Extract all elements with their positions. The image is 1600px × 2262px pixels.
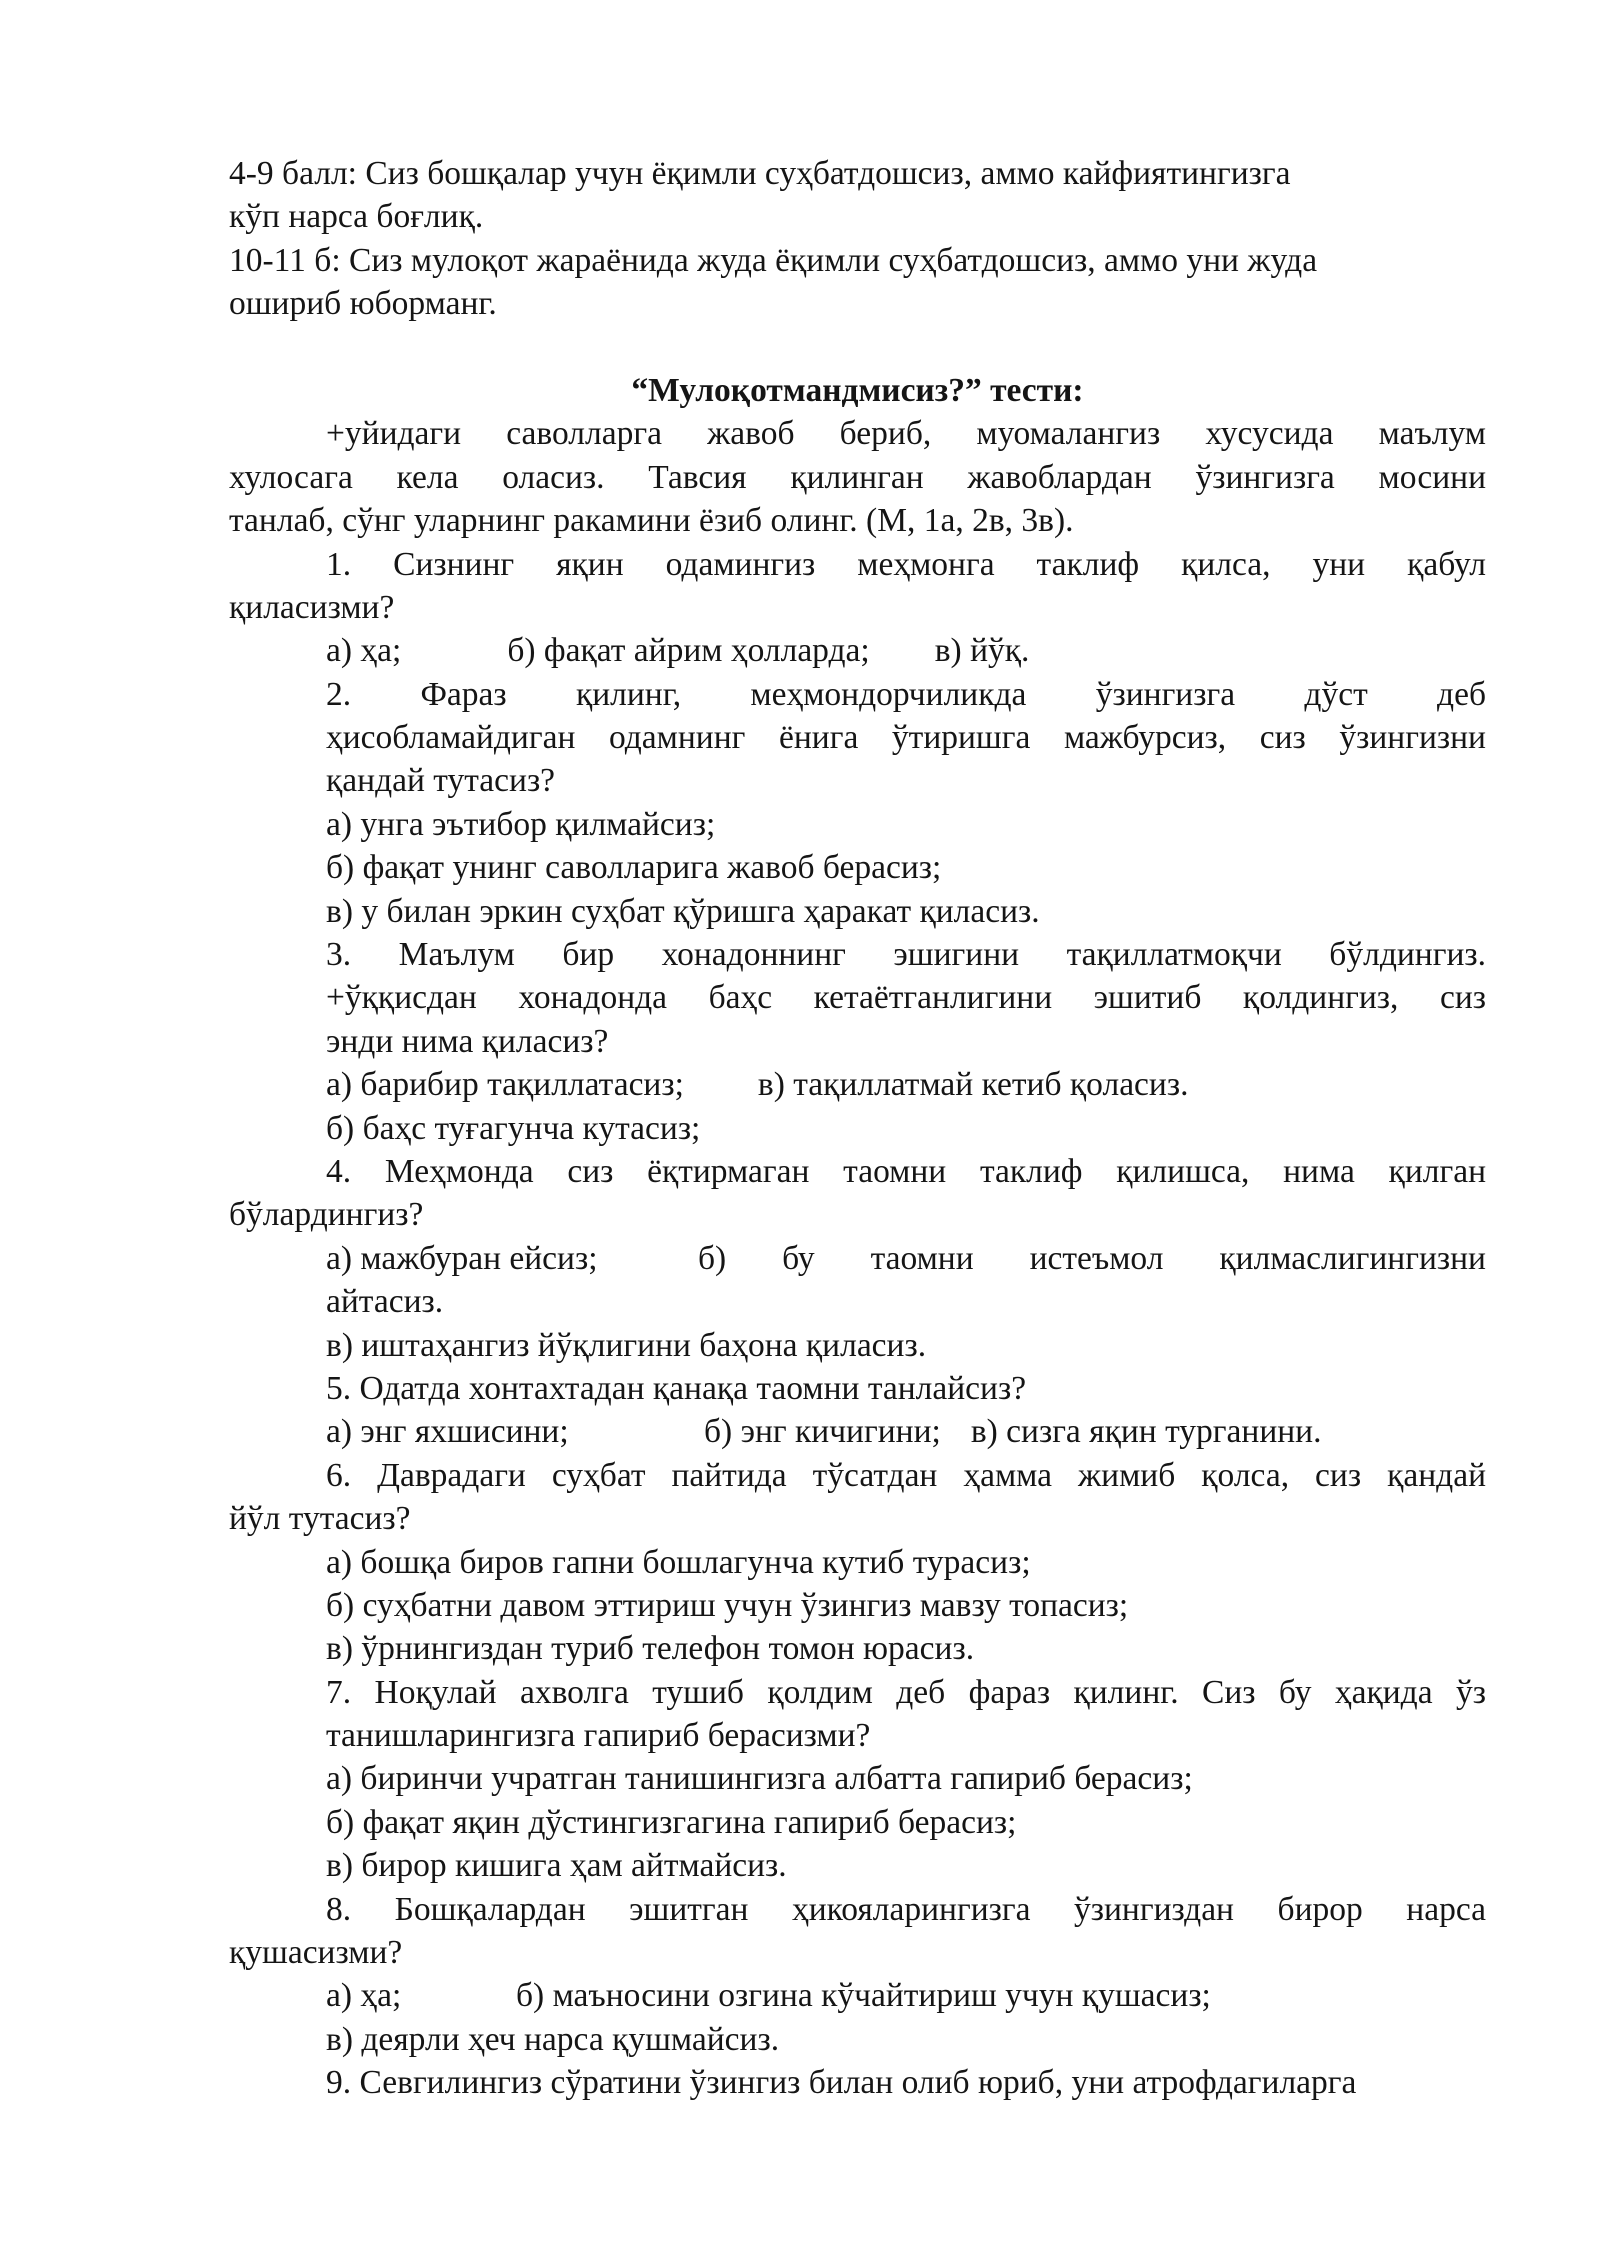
- answer-option: в) у билан эркин суҳбат қўришга ҳаракат қиласиз.: [326, 892, 1040, 930]
- answer-option: б) маъносини озгина кўчайтириш учун қушасиз;: [516, 1977, 1211, 2015]
- answer-option: а) унга эътибор қилмайсиз;: [326, 805, 716, 843]
- question-4: 4. Меҳмонда сиз ёқтирмаган таомни таклиф қилишса, нима қилган: [326, 1152, 1486, 1190]
- document-page: [229, 152, 1486, 2105]
- question-4-answers: [229, 1237, 1486, 1280]
- question-8-cont: қушасизми?: [229, 1934, 403, 1972]
- question-2: 2. Фараз қилинг, меҳмондорчиликда ўзингизга дўст деб: [326, 675, 1486, 713]
- question-2-cont: қандай тутасиз?: [326, 762, 556, 800]
- answer-option: б) фақат яқин дўстингизгагина гапириб берасиз;: [326, 1803, 1017, 1841]
- question-3: 3. Маълум бир хонадоннинг эшигини тақиллатмоқчи бўлдингиз.: [326, 936, 1486, 974]
- answer-option: в) сизга яқин турганини.: [970, 1413, 1322, 1451]
- question-9: 9. Севгилингиз сўратини ўзингиз билан олиб юриб, уни атрофдагиларга: [326, 2064, 1357, 2102]
- test-title: “Мулоқотмандмисиз?” тести:: [631, 371, 1084, 409]
- intro-line: +уйидаги саволларга жавоб бериб, муомалангиз хусусида маълум: [326, 415, 1486, 453]
- question-3-cont: +ўққисдан хонадонда баҳс кетаётганлигини эшитиб қолдингиз, сиз: [326, 979, 1486, 1017]
- answer-option: а) мажбуран ейсиз;: [326, 1239, 598, 1277]
- answer-option: а) биринчи учратган танишингизга албатта гапириб берасиз;: [326, 1760, 1193, 1798]
- answer-option-cont: айтасиз.: [326, 1283, 444, 1321]
- question-1: 1. Сизнинг яқин одамингиз меҳмонга таклиф қилса, уни қабул: [326, 545, 1486, 583]
- scoring-line: ошириб юборманг.: [229, 285, 497, 323]
- question-8: 8. Бошқалардан эшитган ҳикояларингизга ўзингиздан бирор нарса: [326, 1890, 1486, 1928]
- answer-option: в) ўрнингиздан туриб телефон томон юрасиз.: [326, 1630, 975, 1668]
- scoring-line: 10-11 б: Сиз мулоқот жараёнида жуда ёқимли суҳбатдошсиз, аммо уни жуда: [229, 241, 1318, 279]
- question-5: 5. Одатда хонтахтадан қанақа таомни танлайсиз?: [326, 1369, 1027, 1407]
- question-1-answers: [229, 629, 1486, 672]
- answer-option: в) йўқ.: [934, 632, 1030, 670]
- blank-line: [229, 326, 1486, 369]
- answer-option: б) энг кичигини;: [704, 1413, 941, 1451]
- answer-option: б) фақат айрим ҳолларда;: [507, 632, 870, 670]
- question-6: 6. Даврадаги суҳбат пайтида тўсатдан ҳамма жимиб қолса, сиз қандай: [326, 1456, 1486, 1494]
- answer-option: в) бирор кишига ҳам айтмайсиз.: [326, 1847, 787, 1885]
- question-2-cont: ҳисобламайдиган одамнинг ёнига ўтиришга мажбурсиз, сиз ўзингизни: [326, 719, 1486, 757]
- answer-option: а) энг яхшисини;: [326, 1413, 569, 1451]
- answer-option: а) бошқа биров гапни бошлагунча кутиб турасиз;: [326, 1543, 1031, 1581]
- question-8-answers: [229, 1974, 1486, 2017]
- intro-line: танлаб, сўнг уларнинг ракамини ёзиб олинг. (М, 1а, 2в, 3в).: [229, 502, 1074, 540]
- intro-line: хулосага кела оласиз. Тавсия қилинган жавоблардан ўзингизга мосини: [229, 458, 1486, 496]
- answer-option: б) бу таомни истеъмол қилмаслигингизни: [698, 1239, 1486, 1277]
- answer-option: а) ҳа;: [326, 1977, 402, 2015]
- answer-option: а) ҳа;: [326, 632, 402, 670]
- question-7-cont: танишларингизга гапириб берасизми?: [326, 1717, 871, 1755]
- question-7: 7. Ноқулай ахволга тушиб қолдим деб фараз қилинг. Сиз бу ҳақида ўз: [326, 1673, 1486, 1711]
- scoring-line: 4-9 балл: Сиз бошқалар учун ёқимли суҳбатдошсиз, аммо кайфиятингизга: [229, 155, 1291, 192]
- question-4-cont: бўлардингиз?: [229, 1196, 424, 1234]
- question-3-cont: энди нима қиласиз?: [326, 1022, 609, 1060]
- question-1-cont: қиласизми?: [229, 588, 395, 626]
- answer-option: б) суҳбатни давом эттириш учун ўзингиз мавзу топасиз;: [326, 1586, 1129, 1624]
- answer-option: б) баҳс туғагунча кутасиз;: [326, 1109, 701, 1147]
- question-5-answers: [229, 1410, 1486, 1453]
- answer-option: в) деярли ҳеч нарса қушмайсиз.: [326, 2020, 780, 2058]
- answer-option: б) фақат унинг саволларига жавоб берасиз;: [326, 849, 942, 887]
- scoring-line: кўп нарса боғлиқ.: [229, 198, 484, 236]
- question-6-cont: йўл тутасиз?: [229, 1500, 411, 1538]
- answer-option: в) тақиллатмай кетиб қоласиз.: [757, 1066, 1189, 1104]
- answer-option: а) барибир тақиллатасиз;: [326, 1066, 684, 1104]
- question-3-answers: [229, 1063, 1486, 1106]
- answer-option: в) иштаҳангиз йўқлигини баҳона қиласиз.: [326, 1326, 927, 1364]
